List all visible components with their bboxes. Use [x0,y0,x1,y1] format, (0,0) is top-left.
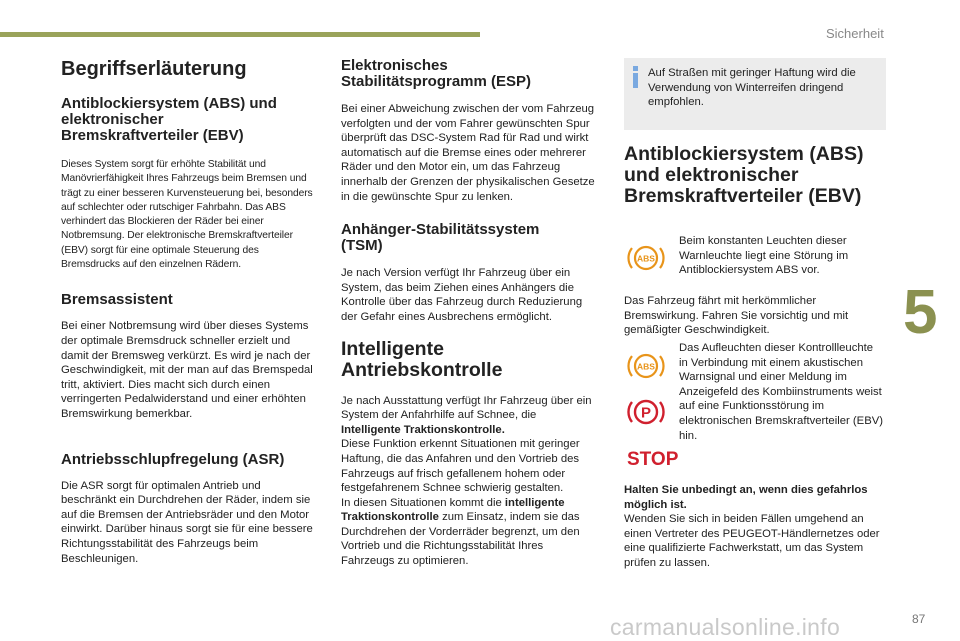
page-title: Begriffserläuterung [61,58,247,80]
p-label: P [640,404,652,422]
stop-warning-icon [626,446,679,470]
text-segment: In diesen Situationen kommt die [341,496,502,509]
heading-tsm: Anhänger-Stabilitätssystem (TSM) [341,221,540,255]
text-segment: zum Einsatz, indem sie das Durchdrehen der Vorderräder begrenzt, um den Vortrieb und die Richtungsstabilität Ihres Fahrzeugs zu optimieren. [341,511,580,568]
info-icon [630,66,642,88]
abs-warning-icon-2 [626,347,666,385]
heading-abs-ebv: Antiblockiersystem (ABS) und elektronischer Bremskraftverteiler (EBV) [61,95,277,144]
heading-abs-ebv-right: Antiblockiersystem (ABS) und elektronischer Bremskraftverteiler (EBV) [624,143,864,207]
header-accent-bar [0,32,480,37]
abs-label-2: ABS [637,361,655,372]
warning-text-ebv: Das Aufleuchten dieser Kontrollleuchte in Verbindung mit einem akustischen Warnsignal und einer Meldung im Anzeigefeld des Kombiinstruments weist auf eine Funktionsstörung im elektronischen Bremskraftverteiler (EBV) hin. [679,342,884,442]
column-middle [341,58,599,569]
normal-text-wrap [624,294,886,338]
paragraph-tsm: Je nach Version verfügt Ihr Fahrzeug über ein System, das beim Ziehen eines Anhängers die Kontrolle über das Fahrzeug durch Reduzierung der Gefahr eines Ausbrechens ermöglicht. [341,267,583,323]
brake-warning-icon [626,393,666,431]
heading-intelligente-antriebskontrolle: Intelligente Antriebskontrolle [341,337,503,381]
page-number: 87 [912,612,926,626]
paragraph-esp: Bei einer Abweichung zwischen der vom Fahrzeug verfolgten und der vom Fahrer gewünschten Spur überprüft das DSC-System Rad für Rad und wirkt automatisch auf die Bremse eines oder mehrerer Räder und den Motor ein, um das Fahrzeug innerhalb der Grenzen der physikalischen Gesetze in die gewünschte Spur zu lenken. [341,103,595,203]
halt-text-wrap [624,483,886,571]
halt-bold: Halten Sie unbedingt an, wenn dies gefahrlos möglich ist. [624,484,868,511]
column-left [61,58,319,566]
section-label: Sicherheit [826,26,884,41]
heading-esp: Elektronisches Stabilitätsprogramm (ESP) [341,57,532,90]
halt-instruction [624,483,886,571]
stop-label: STOP [627,449,679,470]
paragraph-bremsassistent: Bei einer Notbremsung wird über dieses Systems der optimale Bremsdruck schneller erzielt und damit der Bremsweg verkürzt. Es wird je nach der Geschwindigkeit, mit der man auf das Bremspedal tritt, aktiviert. Dies macht sich durch einen verringerten Pedalwiderstand und einer erhöhten Bremswirkung bemerkbar. [61,320,313,420]
warn1-text-wrap [679,234,879,278]
watermark: carmanualsonline.info [610,614,841,640]
info-box [624,58,886,130]
text-segment: Diese Funktion erkennt Situationen mit geringer Haftung, die das Anfahren und den Vortrieb des Fahrzeugs auf frisch gefallenem hohem oder festgefahrenem Schnee schwierig gestalten. [341,438,580,495]
paragraph-asr: Die ASR sorgt für optimalen Antrieb und beschränkt ein Durchdrehen der Räder, indem sie auf die Bremsen der Antriebsräder und den Motor einwirkt. Darüber hinaus sorgt sie für eine bessere Richtungsstabilität des Fahrzeugs beim Beschleunigen. [61,479,313,565]
abs-warning-icon [626,239,666,277]
bold-term-traktionskontrolle: Intelligente Traktionskontrolle. [341,423,505,436]
paragraph-intelligente-antriebskontrolle [341,394,599,569]
heading-asr: Antriebsschlupfregelung (ASR) [61,450,285,468]
info-text: Auf Straßen mit geringer Haftung wird die Verwendung von Winterreifen dringend empfohlen. [648,67,856,109]
heading-bremsassistent: Bremsassistent [61,291,173,309]
text-segment: Je nach Ausstattung verfügt Ihr Fahrzeug über ein System der Anfahrhilfe auf Schnee, die [341,394,592,422]
warning-text-abs: Beim konstanten Leuchten dieser Warnleuchte liegt eine Störung im Antiblockiersystem ABS vor. [679,235,849,277]
chapter-number: 5 [903,278,938,347]
paragraph-abs-ebv: Dieses System sorgt für erhöhte Stabilität und Manövrierfähigkeit Ihres Fahrzeugs beim Bremsen und trägt zu einer besseren Kurvensteuerung bei, besonders auf schlechter oder rutschiger Fahrbahn. Das ABS verhindert das Blockieren der Räder bei einer Notbremsung. Der elektronische Bremskraftverteiler (EBV) sorgt für eine optimale Steuerung des Bremsdrucks auf den einzelnen Rädern. [61,159,313,271]
halt-text: Wenden Sie sich in beiden Fällen umgehend an einen Vertreter des PEUGEOT-Händlernetzes oder eine qualifizierte Fachwerkstatt, um das System prüfen zu lassen. [624,513,880,569]
paragraph-normal-braking: Das Fahrzeug fährt mit herkömmlicher Bremswirkung. Fahren Sie vorsichtig und mit gemäßigter Geschwindigkeit. [624,295,849,337]
bold-term-traktionskontrolle-2: intelligente Traktionskontrolle [341,496,565,524]
warn2-text-wrap [679,341,884,443]
column-right [624,144,886,207]
abs-label: ABS [637,253,655,264]
